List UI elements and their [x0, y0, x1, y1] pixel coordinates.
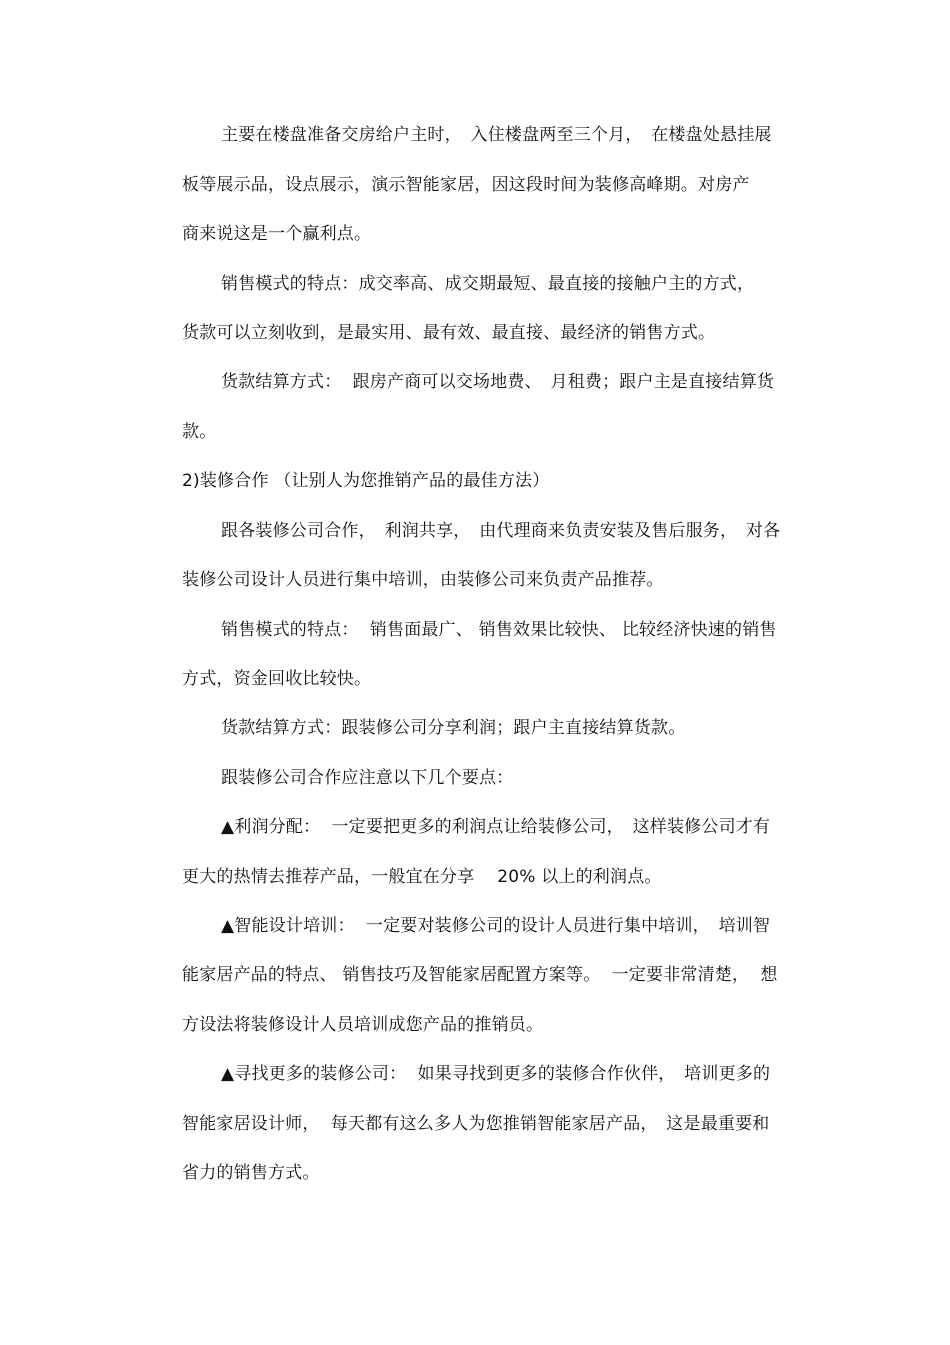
text-line: 省力的销售方式。 [182, 1163, 320, 1183]
text-line: 板等展示品，设点展示，演示智能家居，因这段时间为装修高峰期。对房产 [182, 175, 750, 195]
text-line: 主要在楼盘准备交房给户主时， 入住楼盘两至三个月， 在楼盘处悬挂展 [221, 125, 772, 145]
bullet-line: ▲利润分配： 一定要把更多的利润点让给装修公司， 这样装修公司才有 [221, 817, 771, 837]
text-line: 商来说这是一个赢利点。 [182, 224, 372, 244]
text-line: 货款结算方式： 跟房产商可以交场地费、 月租费；跟户主是直接结算货 [221, 372, 775, 392]
text-line: 货款结算方式：跟装修公司分享利润；跟户主直接结算货款。 [221, 718, 686, 738]
section-heading: 2)装修合作 （让别人为您推销产品的最佳方法） [182, 471, 550, 491]
text-line: 销售模式的特点： 销售面最广、 销售效果比较快、 比较经济快速的销售 [221, 620, 777, 640]
text-line: 跟装修公司合作应注意以下几个要点： [221, 768, 514, 788]
bullet-line: ▲智能设计培训： 一定要对装修公司的设计人员进行集中培训， 培训智 [221, 916, 771, 936]
text-line: 销售模式的特点：成交率高、成交期最短、最直接的接触户主的方式， [221, 274, 755, 294]
text-line: 能家居产品的特点、 销售技巧及智能家居配置方案等。 一定要非常清楚， 想 [182, 965, 778, 985]
text-line: 更大的热情去推荐产品，一般宜在分享 20% 以上的利润点。 [182, 867, 662, 887]
text-line: 智能家居设计师， 每天都有这么多人为您推销智能家居产品， 这是最重要和 [182, 1114, 770, 1134]
text-line: 装修公司设计人员进行集中培训，由装修公司来负责产品推荐。 [182, 570, 664, 590]
bullet-line: ▲寻找更多的装修公司： 如果寻找到更多的装修合作伙伴， 培训更多的 [221, 1064, 771, 1084]
text-line: 方式，资金回收比较快。 [182, 669, 372, 689]
text-line: 方设法将装修设计人员培训成您产品的推销员。 [182, 1015, 544, 1035]
text-line: 跟各装修公司合作， 利润共享， 由代理商来负责安装及售后服务， 对各 [221, 521, 781, 541]
text-line: 货款可以立刻收到，是最实用、最有效、最直接、最经济的销售方式。 [182, 323, 716, 343]
text-line: 款。 [182, 422, 217, 442]
